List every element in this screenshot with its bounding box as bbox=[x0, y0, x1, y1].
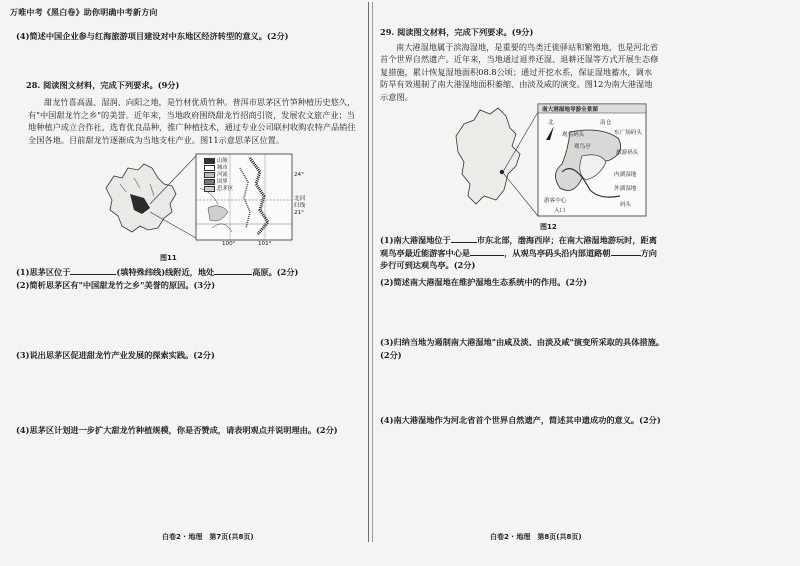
answer-blank-visitor-center[interactable] bbox=[470, 247, 504, 256]
q29-sub3: (3)归纳当地为遏制南大港湿地"由咸及淡、由淡及咸"演变所采取的具体措施。(2分) bbox=[380, 337, 664, 360]
figure-11-map bbox=[100, 148, 306, 247]
lat-21: 21° bbox=[294, 210, 304, 216]
lon-101: 101° bbox=[258, 241, 272, 247]
footer-left: 白卷2 · 地理 第7页(共8页) bbox=[162, 533, 254, 541]
legend-simao: 思茅区 bbox=[204, 184, 233, 192]
legend-border: 国界 bbox=[204, 177, 228, 185]
legend-river: 河流 bbox=[204, 170, 228, 178]
q29-sub2: (2)简述南大港湿地在维护湿地生态系统中的作用。(2分) bbox=[380, 276, 588, 287]
q29-heading: 29. 阅读图文材料，完成下列要求。(9分) bbox=[380, 27, 534, 37]
q29-sub1: (1)南大港湿地位于 市东北部，渤海西岸；在南大港湿地游玩时，距离观鸟亭最近能游客中心是 ，从观鸟亭码头沿内部道路朝 方向步行可到达观鸟亭。(2分) bbox=[380, 235, 657, 271]
label-dock: 码头 bbox=[620, 202, 632, 208]
lat-24: 24° bbox=[294, 172, 304, 178]
q28-sub1: (1)思茅区位于 (填特殊纬线)线附近，地处 高原。(2分) bbox=[16, 267, 299, 277]
label-visitor-center: 游客中心 bbox=[544, 198, 567, 204]
yunnan-map-svg bbox=[100, 148, 300, 246]
q28-sub4: (4)思茅区计划进一步扩大甜龙竹种植规模，你是否赞成，请表明观点并说明理由。(2分) bbox=[16, 424, 338, 435]
q29-sub4: (4)南大港湿地作为河北省首个世界自然遗产，简述其申遗成功的意义。(2分) bbox=[380, 414, 661, 425]
center-divider-secondary bbox=[372, 2, 373, 542]
label-outer-lake: 外湖湿地 bbox=[614, 186, 637, 192]
figure-12-map bbox=[450, 100, 650, 220]
q28-heading: 28. 阅读图文材料，完成下列要求。(9分) bbox=[26, 79, 180, 90]
right-column bbox=[380, 27, 660, 104]
north-arrow-label: 北 bbox=[548, 120, 554, 126]
fig12-inset-title: 南大港湿地导游全景图 bbox=[542, 107, 598, 113]
q28-sub2: (2)简析思茅区有"中国甜龙竹之乡"美誉的原因。(3分) bbox=[16, 279, 216, 290]
answer-blank-city[interactable] bbox=[451, 234, 477, 243]
legend-mountain: 山脉 bbox=[204, 156, 228, 164]
center-divider bbox=[368, 2, 369, 542]
label-east-plaza-dock: 东广场码头 bbox=[614, 130, 642, 136]
legend-city: 城市 bbox=[204, 163, 228, 171]
right-questions bbox=[380, 234, 665, 426]
label-entrance: 入口 bbox=[554, 208, 566, 214]
q29-passage: 南大港湿地属于滨海湿地，是重要的鸟类迁徙驿站和繁殖地，也是河北省首个世界自然遗产。近年来，当地通过退养还湿、退耕还湿等方式开展生态修复措施，累计恢复湿地面积08.8公顷；通过开挖水系，保证湿地蓄水，调水防旱有效遏制了南大港湿地面积萎缩、由淡及咸的演变。图12为南大港湿地示意图。 bbox=[380, 41, 659, 102]
label-inner-lake: 内湖湿地 bbox=[614, 172, 637, 178]
label-birdwatch-pavilion: 观鸟亭 bbox=[574, 144, 591, 150]
q28-sub3: (3)说出思茅区促进甜龙竹产业发展的探索实践。(2分) bbox=[16, 350, 215, 361]
lat-tropic-2: 归线 bbox=[294, 203, 306, 209]
page-header: 万唯中考《黑白卷》助你明确中考新方向 bbox=[10, 8, 158, 17]
q27-sub4: (4)简述中国企业参与红海旅游项目建设对中东地区经济转型的意义。(2分) bbox=[16, 31, 289, 41]
answer-blank-direction[interactable] bbox=[611, 247, 641, 256]
label-nancang: 南仓 bbox=[600, 120, 612, 126]
figure-11-caption: 图11 bbox=[160, 254, 177, 262]
left-questions bbox=[16, 266, 358, 436]
left-column bbox=[16, 30, 358, 147]
answer-blank-latitude[interactable] bbox=[70, 266, 116, 275]
footer-right: 白卷2 · 地理 第8页(共8页) bbox=[490, 533, 582, 541]
answer-blank-plateau[interactable] bbox=[214, 266, 252, 275]
figure-12-caption: 图12 bbox=[540, 223, 557, 231]
lat-tropic-1: 北回 bbox=[294, 196, 306, 202]
q28-passage: 甜龙竹喜高温、湿润、向阳之地，是竹材优质竹种。普洱市思茅区竹笋种植历史悠久，有"中国甜龙竹之乡"的美誉。近年来，当地政府围绕甜龙竹招商引资，发展农文旅产业；当地种植户成立合作社，选育优良品种，推广种植技术，通过专业公司联村收购农特产品销往全国各地。目前甜龙竹逐渐成为当地支柱产业。图11示意思茅区位置。 bbox=[28, 97, 356, 145]
label-birdwatch-dock: 观鸟码头 bbox=[562, 132, 585, 138]
lon-100: 100° bbox=[222, 241, 236, 247]
label-tour-dock: 旅游码头 bbox=[616, 150, 639, 156]
